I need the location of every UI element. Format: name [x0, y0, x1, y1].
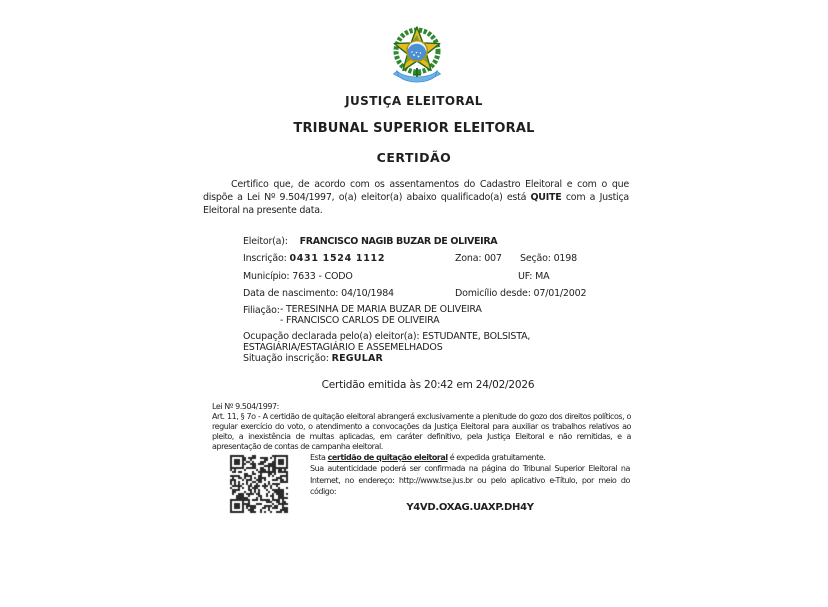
- gratuity-line: [310, 452, 630, 463]
- domicilio-label: Domicílio desde:: [455, 288, 531, 299]
- org-name-tribunal-superior: TRIBUNAL SUPERIOR ELEITORAL: [293, 121, 535, 136]
- verification-instructions: Sua autenticidade poderá ser confirmada na página do Tribunal Superior Eleitoral na Internet, no endereço: http://www.tse.jus.br ou pelo aplicativo e-Título, por meio do código:: [310, 464, 630, 496]
- municipio-row: [243, 271, 643, 282]
- uf-field: [518, 271, 549, 282]
- legal-reference-block: [212, 402, 631, 452]
- filiacao-label: Filiação:: [243, 305, 280, 316]
- filiacao-mother: - TERESINHA DE MARIA BUZAR DE OLIVEIRA: [280, 304, 482, 315]
- certification-text-after: com a Justiça Eleitoral na presente data.: [203, 192, 629, 216]
- nascimento-value: 04/10/1984: [341, 288, 394, 299]
- secao-value: 0198: [553, 253, 577, 264]
- certification-text-before: Certifico que, de acordo com os assentamentos do Cadastro Eleitoral e com o que dispõe a Lei Nº 9.504/1997, o(a) eleitor(a) abaixo qualificado(a) está: [203, 179, 629, 203]
- situacao-value: REGULAR: [331, 353, 384, 364]
- coat-of-arms-icon: [385, 22, 449, 86]
- certificate-type-emphasis: certidão de quitação eleitoral: [327, 453, 448, 462]
- verification-code: Y4VD.OXAG.UAXP.DH4Y: [406, 502, 534, 514]
- situacao-label: Situação inscrição:: [243, 353, 329, 364]
- uf-value: MA: [535, 271, 550, 282]
- law-article-text: Art. 11, § 7o - A certidão de quitação eleitoral abrangerá exclusivamente a plenitude do gozo dos direitos políticos, o regular exercício do voto, o atendimento a convocações da Justiça Eleitoral para auxiliar os trabalhos relativos ao pleito, a inexistência de multas aplicadas, em caráter definitivo, pela Justiça Eleitoral e não remitidas, e a apresentação de contas de campanha eleitoral.: [212, 412, 631, 451]
- situacao-row: [243, 353, 643, 364]
- filiacao-values: [280, 305, 482, 326]
- gratuity-post: é expedida gratuitamente.: [447, 453, 546, 462]
- gratuity-pre: Esta: [310, 453, 328, 462]
- birthdate-row: [243, 288, 643, 299]
- ocupacao-line2: ESTAGIÁRIA/ESTAGIÁRIO E ASSEMELHADOS: [243, 342, 443, 353]
- authenticity-text: [310, 452, 630, 513]
- domicilio-value: 07/01/2002: [533, 288, 587, 299]
- law-reference: Lei Nº 9.504/1997:: [212, 402, 279, 411]
- secao-field: [520, 253, 577, 264]
- document-title: CERTIDÃO: [376, 150, 452, 165]
- municipio-value: 7633 - CODO: [292, 271, 353, 282]
- zona-value: 007: [484, 253, 502, 264]
- coat-of-arms: [385, 22, 449, 86]
- voter-name-row: [243, 236, 643, 247]
- certification-paragraph: [203, 178, 629, 217]
- qr-code: [228, 452, 290, 516]
- ocupacao-line1: Ocupação declarada pelo(a) eleitor(a): ESTUDANTE, BOLSISTA,: [243, 331, 531, 342]
- eleitor-name-value: FRANCISCO NAGIB BUZAR DE OLIVEIRA: [299, 236, 498, 247]
- municipio-label: Município:: [243, 271, 290, 282]
- zona-label: Zona:: [455, 253, 482, 264]
- ocupacao-row: [243, 331, 643, 353]
- zona-field: [455, 253, 502, 264]
- filiacao-row: [243, 304, 643, 326]
- filiacao-father: - FRANCISCO CARLOS DE OLIVEIRA: [280, 314, 440, 326]
- quite-status-highlight: QUITE: [530, 192, 562, 203]
- inscricao-value: 0431 1524 1112: [289, 253, 386, 264]
- inscription-row: [243, 253, 643, 264]
- uf-label: UF:: [518, 271, 533, 282]
- inscricao-label: Inscrição:: [243, 253, 287, 264]
- secao-label: Seção:: [520, 253, 551, 264]
- nascimento-label: Data de nascimento:: [243, 288, 339, 299]
- org-name-justica-eleitoral: JUSTIÇA ELEITORAL: [345, 94, 483, 108]
- emission-timestamp: Certidão emitida às 20:42 em 24/02/2026: [321, 379, 535, 391]
- domicilio-field: [455, 288, 586, 299]
- eleitor-label: Eleitor(a):: [243, 236, 288, 247]
